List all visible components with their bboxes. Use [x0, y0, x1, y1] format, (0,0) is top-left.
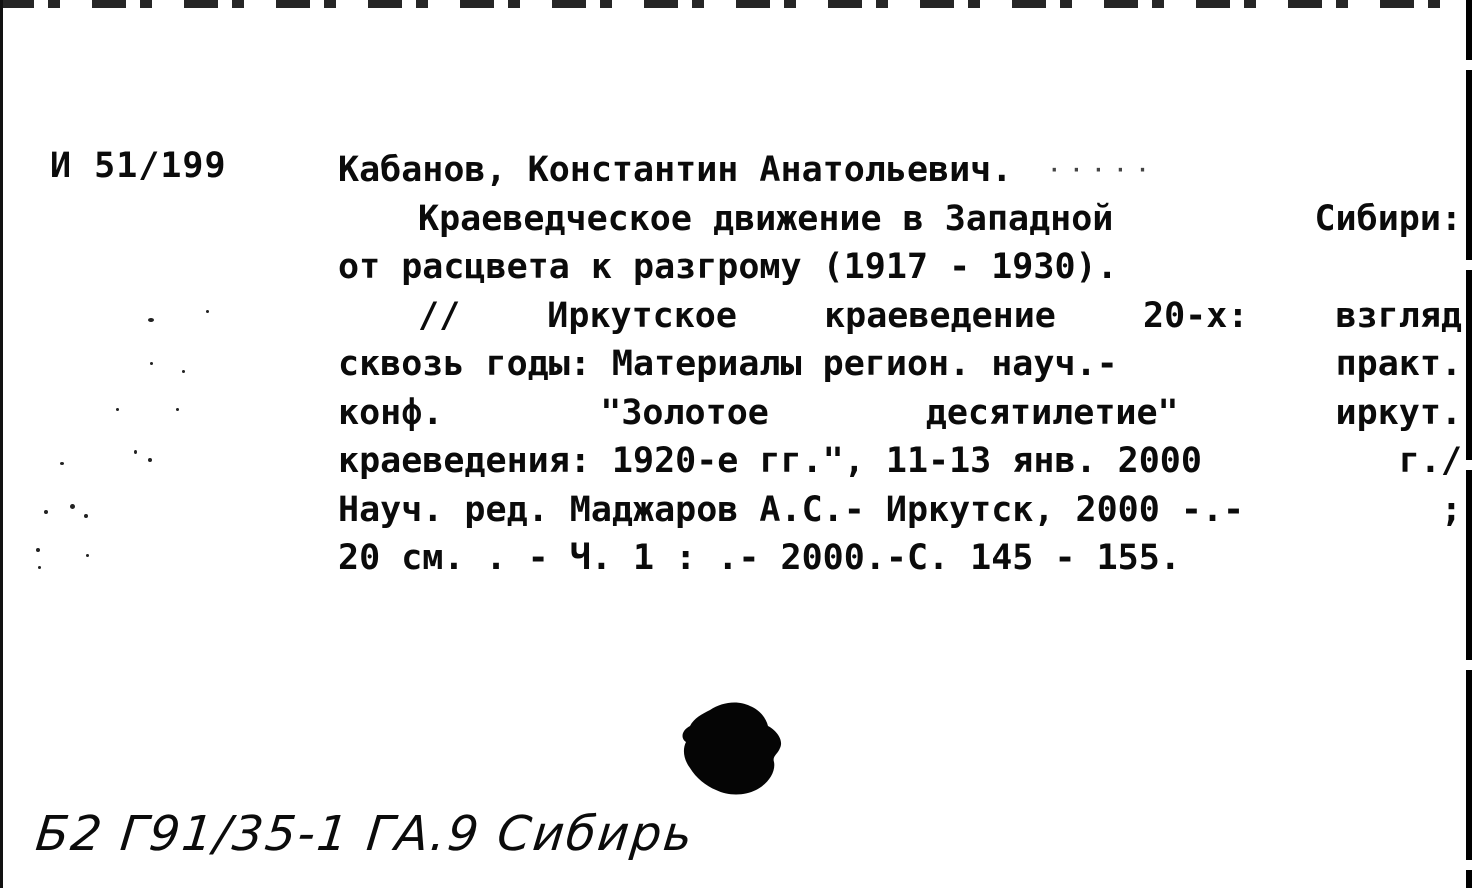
speck — [84, 514, 88, 518]
speck — [150, 362, 153, 365]
speck — [134, 450, 137, 454]
scan-right-edge — [1466, 0, 1472, 888]
speck — [44, 510, 48, 514]
speck — [182, 370, 185, 373]
punch-hole — [680, 700, 784, 796]
speck — [86, 554, 89, 557]
entry-title-line: Краеведческое движение в Западной Сибири: — [418, 198, 1462, 239]
speck — [148, 458, 152, 462]
noise-dots: ····· — [1048, 158, 1159, 182]
speck — [148, 318, 154, 322]
speck — [206, 310, 209, 313]
speck — [176, 408, 179, 411]
scan-noise-specks — [30, 300, 230, 580]
entry-collation-line: 20 см. . - Ч. 1 : .- 2000.-С. 145 - 155. — [338, 538, 1181, 578]
entry-author-line: Кабанов, Константин Анатольевич. ····· — [338, 146, 1462, 195]
entry-source-line-3: конф. "Золотое десятилетие" иркут. — [338, 392, 1462, 433]
call-number: И 51/199 — [50, 146, 227, 186]
speck — [70, 504, 75, 509]
speck — [116, 408, 119, 411]
speck — [36, 548, 40, 552]
speck — [60, 462, 64, 465]
entry-source-line: // Иркутское краеведение 20-х: взгляд — [418, 295, 1462, 336]
scan-top-edge — [0, 0, 1472, 8]
entry-imprint-line: Науч. ред. Маджаров А.С.- Иркутск, 2000 -.- ; — [338, 489, 1462, 530]
speck — [38, 566, 41, 569]
entry-source-line-2: сквозь годы: Материалы регион. науч.- практ. — [338, 344, 1462, 384]
scan-left-edge — [0, 0, 3, 888]
entry-title-line-2: от расцвета к разгрому (1917 - 1930). — [338, 247, 1118, 287]
entry-source-line-4: краеведения: 1920-е гг.", 11-13 янв. 2000 г./ — [338, 441, 1462, 481]
handwritten-shelf-note: Б2 Г91/35-1 ГА.9 Сибирь — [33, 806, 697, 862]
bibliographic-entry — [338, 146, 1462, 583]
